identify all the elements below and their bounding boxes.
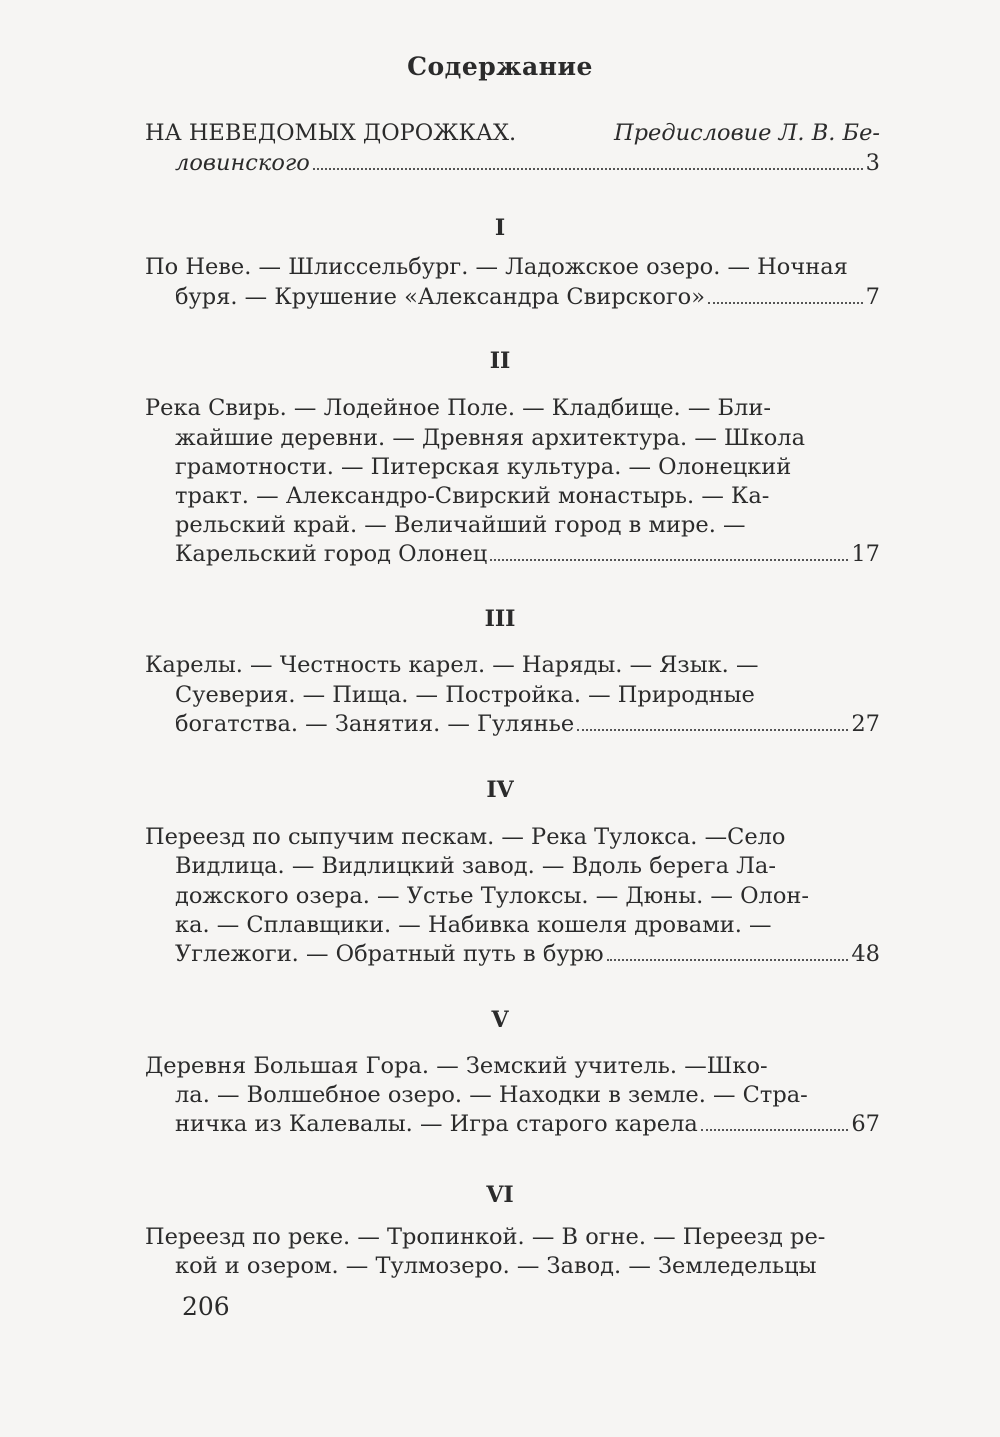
toc-line-last: буря. — Крушение «Александра Свирского» 7 xyxy=(175,284,880,310)
dot-leader xyxy=(701,1129,849,1131)
dot-leader xyxy=(577,729,848,731)
dot-leader xyxy=(708,302,863,304)
page-number: 3 xyxy=(865,150,880,176)
toc-line: Переезд по реке. — Тропинкой. — В огне. — Переезд ре- xyxy=(145,1224,826,1250)
preface-subtitle: Предисловие Л. В. Бе- xyxy=(614,120,880,146)
toc-line: тракт. — Александро-Свирский монастырь. — Ка- xyxy=(175,483,770,509)
chapter-numeral: I xyxy=(494,215,506,241)
page-number: 67 xyxy=(851,1111,880,1137)
dot-leader xyxy=(490,559,848,561)
preface-title: НА НЕВЕДОМЫХ ДОРОЖКАХ. xyxy=(145,120,517,146)
chapter-numeral: V xyxy=(491,1007,509,1033)
page-title: Содержание xyxy=(407,52,593,81)
chapter-numeral: IV xyxy=(486,777,514,803)
toc-line: Переезд по сыпучим пескам. — Река Тулокса. —Село xyxy=(145,824,786,850)
page-number: 17 xyxy=(851,541,880,567)
toc-line: Суеверия. — Пища. — Постройка. — Природные xyxy=(175,682,755,708)
toc-line: кой и озером. — Тулмозеро. — Завод. — Земледельцы xyxy=(175,1253,817,1279)
page-number: 27 xyxy=(851,711,880,737)
toc-line: Деревня Большая Гора. — Земский учитель. —Шко- xyxy=(145,1053,768,1079)
dot-leader xyxy=(607,959,849,961)
toc-line: Карелы. — Честность карел. — Наряды. — Язык. — xyxy=(145,652,759,678)
toc-line: ла. — Волшебное озеро. — Находки в земле. — Стра- xyxy=(175,1082,808,1108)
toc-line-last: богатства. — Занятия. — Гулянье 27 xyxy=(175,711,880,737)
toc-line-last: Углежоги. — Обратный путь в бурю 48 xyxy=(175,941,880,967)
toc-line: жайшие деревни. — Древняя архитектура. — Школа xyxy=(175,425,805,451)
toc-line: Река Свирь. — Лодейное Поле. — Кладбище. — Бли- xyxy=(145,395,771,421)
toc-line: рельский край. — Величайший город в мире. — xyxy=(175,512,746,538)
toc-line: Видлица. — Видлицкий завод. — Вдоль берега Ла- xyxy=(175,853,776,879)
toc-line: ка. — Сплавщики. — Набивка кошеля дровами. — xyxy=(175,912,772,938)
toc-line: дожского озера. — Устье Тулоксы. — Дюны. — Олон- xyxy=(175,883,809,909)
page-number: 48 xyxy=(851,941,880,967)
chapter-numeral: III xyxy=(484,606,516,632)
toc-line-last: Карельский город Олонец 17 xyxy=(175,541,880,567)
chapter-numeral: II xyxy=(489,348,511,374)
toc-line-last: ничка из Калевалы. — Игра старого карела 67 xyxy=(175,1111,880,1137)
toc-line: грамотности. — Питерская культура. — Олонецкий xyxy=(175,454,792,480)
preface-line-2: ловинского 3 xyxy=(175,150,880,176)
toc-line: По Неве. — Шлиссельбург. — Ладожское озеро. — Ночная xyxy=(145,254,848,280)
dot-leader xyxy=(313,168,863,170)
preface-line-1 xyxy=(145,118,880,148)
page-number: 7 xyxy=(865,284,880,310)
page-folio: 206 xyxy=(182,1292,230,1321)
chapter-numeral: VI xyxy=(486,1182,514,1208)
